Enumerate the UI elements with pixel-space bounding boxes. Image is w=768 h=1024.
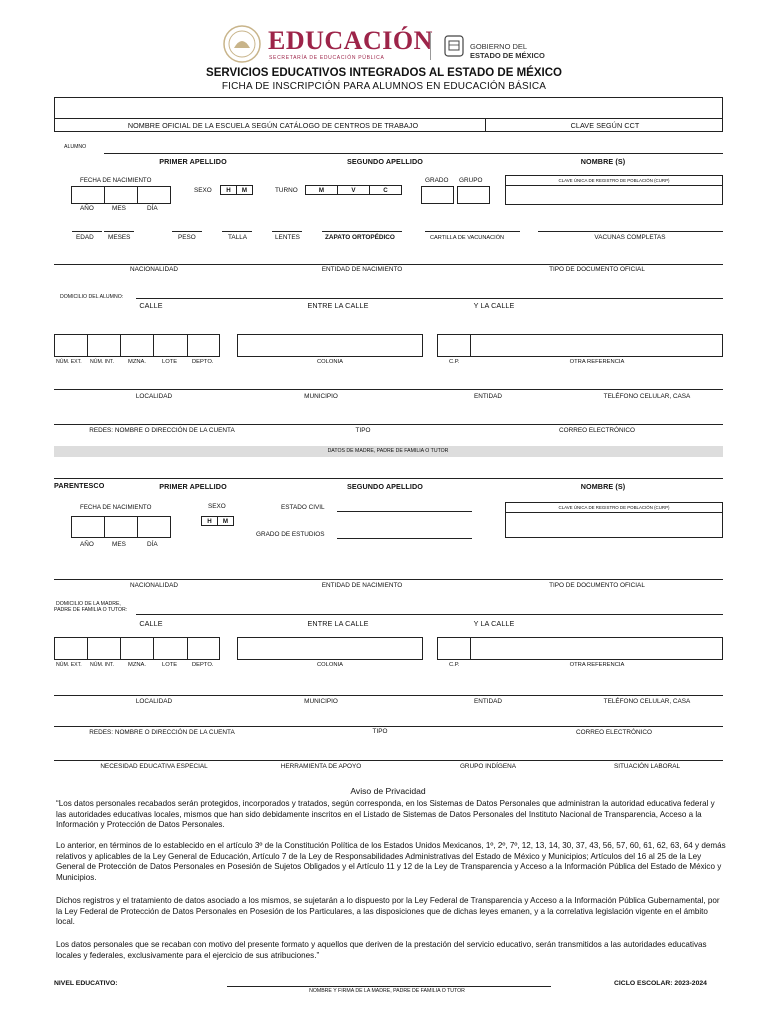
student-email: CORREO ELECTRÓNICO [559,427,635,434]
school-divider [54,118,723,119]
glasses-label: LENTES [275,234,300,241]
gnb-div-1 [87,637,88,660]
signature-line[interactable] [227,986,551,987]
gnb-div-3 [153,637,154,660]
student-locality: LOCALIDAD [135,393,173,400]
logo-divider [430,32,431,60]
student-nat-line[interactable] [54,264,723,265]
height-line[interactable] [222,231,252,232]
guardian-curp-label: CLAVE ÚNICA DE REGISTRO DE POBLACIÓN (CURP) [558,505,670,510]
height-label: TALLA [228,234,248,241]
vacc-full-line[interactable] [538,231,723,232]
gnb-div-2 [120,637,121,660]
guardian-birth-year[interactable] [71,516,105,538]
guardian-type: TIPO [372,728,388,735]
other-ref-label: OTRA REFERENCIA [569,359,625,365]
months-line[interactable] [104,231,134,232]
privacy-title: Aviso de Privacidad [350,786,426,796]
student-sex-h[interactable]: H [220,185,237,195]
zip-label: C.P. [449,359,460,365]
guardian-birth-month[interactable] [104,516,138,538]
guardian-kinship: PARENTESCO [54,481,105,490]
special-need-label: NECESIDAD EDUCATIVA ESPECIAL [100,763,208,770]
privacy-paragraph-1: “Los datos personales recabados serán protegidos, incorporados y tratados, según corresponda, en los Sistemas de Datos Personales que administran la autoridad educativa federal y las autoridades educativas locales, mismos que han sido debidamente inscritos en el Listado de Sistemas de Datos Personales del Instituto Nacional de Transparencia, Acceso a la Información y Protección de Datos Personales. [56,799,715,830]
student-phone: TELÉFONO CELULAR, CASA [603,393,691,400]
logo-text: EDUCACIÓN [268,26,433,55]
guardian-entity: ENTIDAD [473,698,503,705]
g-apt-label: DEPTO. [192,662,214,668]
guardian-birth-label: FECHA DE NACIMIENTO [80,504,152,511]
shift-v[interactable]: V [337,185,370,195]
student-social: REDES: NOMBRE O DIRECCIÓN DE LA CUENTA [89,427,235,434]
g-zip-label: C.P. [449,662,460,668]
ortho-label: ZAPATO ORTOPÉDICO [325,234,395,241]
guardian-address-label-1: DOMICILIO DE LA MADRE, [56,601,121,607]
num-ext-label: NÚM. EXT. [56,359,82,365]
guardian-curp-divider [505,512,723,513]
nb-div-2 [120,334,121,357]
student-curp-label: CLAVE ÚNICA DE REGISTRO DE POBLACIÓN (CURP) [558,178,670,183]
vacc-card-line[interactable] [425,231,520,232]
guardian-phone: TELÉFONO CELULAR, CASA [603,698,691,705]
guardian-colony-box[interactable] [237,637,423,660]
guardian-nat-line[interactable] [54,579,723,580]
guardian-between: ENTRE LA CALLE [307,619,369,628]
guardian-civil-label: ESTADO CIVIL [281,504,325,511]
student-address-label: DOMICILIO DEL ALUMNO: [60,294,124,300]
privacy-paragraph-2: Lo anterior, en términos de lo establecido en el artículo 3º de la Constitución Política de los Estados Unidos Mexicanos, 1º, 2º, 7º, 12, 13, 14, 30, 37, 43, 56, 57, 60, 61, 62, 63, 64 y demás relativos y aplicables de la Ley General de Educación, Artículo 7 de la Ley de Responsabilidades Administrativas del Estado de México y Municipios; Artículos del 16 al 25 de la Ley General de Protección de Datos Personales en Posesión de Sujetos Obligados y el Artículo 11 y 12 de la Ley de Transparencia y Acceso a la Información Pública del Estado de México y Municipios. [56,841,726,882]
guardian-doc-type: TIPO DE DOCUMENTO OFICIAL [549,582,645,589]
student-sex-label: SEXO [194,187,212,194]
g-num-ext-label: NÚM. EXT. [56,662,82,668]
privacy-paragraph-3: Dichos registros y el tratamiento de datos asociado a los mismos, se sujetarán a lo dispuesto por la Ley Federal de Transparencia y Acceso a la Información Pública Gubernamental, por la Ley Federal de Protección de Datos Personales en Posesión de los Particulares, a las disposiciones que de dichas leyes emanen, y a la correlativa legislación vigente en el ámbito local. [56,896,720,927]
guardian-num-boxes[interactable] [54,637,220,660]
student-street-line[interactable] [136,298,723,299]
guardian-nationality: NACIONALIDAD [130,582,178,589]
signature-label: NOMBRE Y FIRMA DE LA MADRE, PADRE DE FAMILIA O TUTOR [309,988,465,994]
months-label: MESES [108,234,131,241]
student-first-surname: PRIMER APELLIDO [159,157,227,166]
student-sex-m[interactable]: M [236,185,253,195]
student-zip-box[interactable] [437,334,471,357]
glasses-line[interactable] [272,231,302,232]
work-label: SITUACIÓN LABORAL [613,763,681,770]
g-year-label: AÑO [80,541,94,548]
year-label: AÑO [80,205,94,212]
guardian-municipality: MUNICIPIO [304,698,338,705]
weight-line[interactable] [172,231,202,232]
guardian-email: CORREO ELECTRÓNICO [576,729,652,736]
school-name-input[interactable] [56,99,721,117]
student-curp-divider [505,185,723,186]
sep-seal-icon [222,24,262,64]
guardian-address-label-2: PADRE DE FAMILIA O TUTOR: [54,607,128,613]
student-locality-line[interactable] [54,389,723,390]
student-section-label: ALUMNO [64,144,87,150]
guardian-civil-line[interactable] [337,511,472,512]
school-name-label: NOMBRE OFICIAL DE LA ESCUELA SEGÚN CATÁLOGO DE CENTROS DE TRABAJO [127,121,419,130]
gov-label-2: ESTADO DE MÉXICO [470,51,545,60]
grade-box[interactable] [421,186,454,204]
group-box[interactable] [457,186,490,204]
student-municipality: MUNICIPIO [304,393,338,400]
vacc-card-label: CARTILLA DE VACUNACIÓN [430,235,505,241]
page-title: SERVICIOS EDUCATIVOS INTEGRADOS AL ESTADO DE MÉXICO [206,67,562,79]
support-tool-label: HERRAMIENTA DE APOYO [280,763,362,770]
nb-div-3 [153,334,154,357]
g-num-int-label: NÚM. INT. [90,662,114,668]
group-label: GRUPO [459,177,483,184]
guardian-street: CALLE [139,619,163,628]
guardian-first-surname: PRIMER APELLIDO [159,482,227,491]
apt-label: DEPTO. [192,359,214,365]
guardian-sex-m[interactable]: M [217,516,234,526]
school-vdivider [485,118,486,132]
student-shift-label: TURNO [275,187,298,194]
student-doc-type: TIPO DE DOCUMENTO OFICIAL [549,266,645,273]
age-label: EDAD [76,234,94,241]
privacy-paragraph-4: Los datos personales que se recaban con motivo del presente formato y aquellos que deriven de la prestación del servicio educativo, serán transmitidos a las autoridades educativas locales y federales, exclusivamente para el ejercicio de sus atribuciones.” [56,940,707,960]
guardian-ref-box[interactable] [470,637,723,660]
lot-label: LOTE [162,359,178,365]
g-lot-label: LOTE [162,662,178,668]
level-label: NIVEL EDUCATIVO: [54,980,118,987]
cycle-label: CICLO ESCOLAR: 2023-2024 [614,980,707,987]
g-day-label: DÍA [147,541,158,548]
guardian-zip-box[interactable] [437,637,471,660]
student-ref-box[interactable] [470,334,723,357]
student-birth-day[interactable] [137,186,171,204]
student-birth-month[interactable] [104,186,138,204]
guardian-banner-label: DATOS DE MADRE, PADRE DE FAMILIA O TUTOR [327,448,449,454]
cct-label: CLAVE SEGÚN CCT [570,121,640,130]
nb-div-4 [187,334,188,357]
needs-line[interactable] [54,760,723,761]
gnb-div-4 [187,637,188,660]
student-street: CALLE [139,301,163,310]
g-block-label: MZNA. [128,662,147,668]
student-name-line[interactable] [104,153,723,154]
student-names: NOMBRE (S) [580,157,626,166]
block-label: MZNA. [128,359,147,365]
student-birth-state: ENTIDAD DE NACIMIENTO [321,266,403,273]
day-label: DÍA [147,205,158,212]
guardian-social: REDES: NOMBRE O DIRECCIÓN DE LA CUENTA [89,729,235,736]
guardian-birth-state: ENTIDAD DE NACIMIENTO [321,582,403,589]
guardian-birth-day[interactable] [137,516,171,538]
student-colony-box[interactable] [237,334,423,357]
vacc-full-label: VACUNAS COMPLETAS [594,234,666,241]
guardian-studies-line[interactable] [337,538,472,539]
gov-label-1: GOBIERNO DEL [470,42,528,51]
g-other-ref-label: OTRA REFERENCIA [569,662,625,668]
nb-div-1 [87,334,88,357]
guardian-locality-line[interactable] [54,695,723,696]
guardian-locality: LOCALIDAD [135,698,173,705]
page-subtitle: FICHA DE INSCRIPCIÓN PARA ALUMNOS EN EDUCACIÓN BÁSICA [221,81,547,92]
student-nationality: NACIONALIDAD [130,266,178,273]
grade-label: GRADO [425,177,449,184]
student-type: TIPO [355,427,371,434]
indigenous-label: GRUPO INDÍGENA [459,763,517,770]
guardian-and-street: Y LA CALLE [473,619,515,628]
guardian-street-line[interactable] [136,614,723,615]
student-birth-label: FECHA DE NACIMIENTO [80,177,152,184]
guardian-name-line[interactable] [54,478,723,479]
ortho-line[interactable] [322,231,402,232]
weight-label: PESO [178,234,196,241]
age-line[interactable] [72,231,102,232]
student-social-line[interactable] [54,424,723,425]
guardian-studies-label: GRADO DE ESTUDIOS [256,531,325,538]
guardian-social-line[interactable] [54,726,723,727]
edomex-shield-icon [443,34,465,58]
shift-m[interactable]: M [305,185,338,195]
guardian-names: NOMBRE (S) [580,482,626,491]
guardian-second-surname: SEGUNDO APELLIDO [346,482,424,491]
colony-label: COLONIA [316,359,344,365]
shift-c[interactable]: C [369,185,402,195]
num-int-label: NÚM. INT. [90,359,114,365]
student-num-boxes[interactable] [54,334,220,357]
student-birth-year[interactable] [71,186,105,204]
logo-subtitle: SECRETARÍA DE EDUCACIÓN PÚBLICA [269,55,385,61]
guardian-sex-label: SEXO [208,503,226,510]
student-second-surname: SEGUNDO APELLIDO [346,157,424,166]
student-and-street: Y LA CALLE [473,301,515,310]
month-label: MES [112,205,126,212]
guardian-sex-h[interactable]: H [201,516,218,526]
student-entity: ENTIDAD [473,393,503,400]
g-month-label: MES [112,541,126,548]
g-colony-label: COLONIA [316,662,344,668]
student-between: ENTRE LA CALLE [307,301,369,310]
